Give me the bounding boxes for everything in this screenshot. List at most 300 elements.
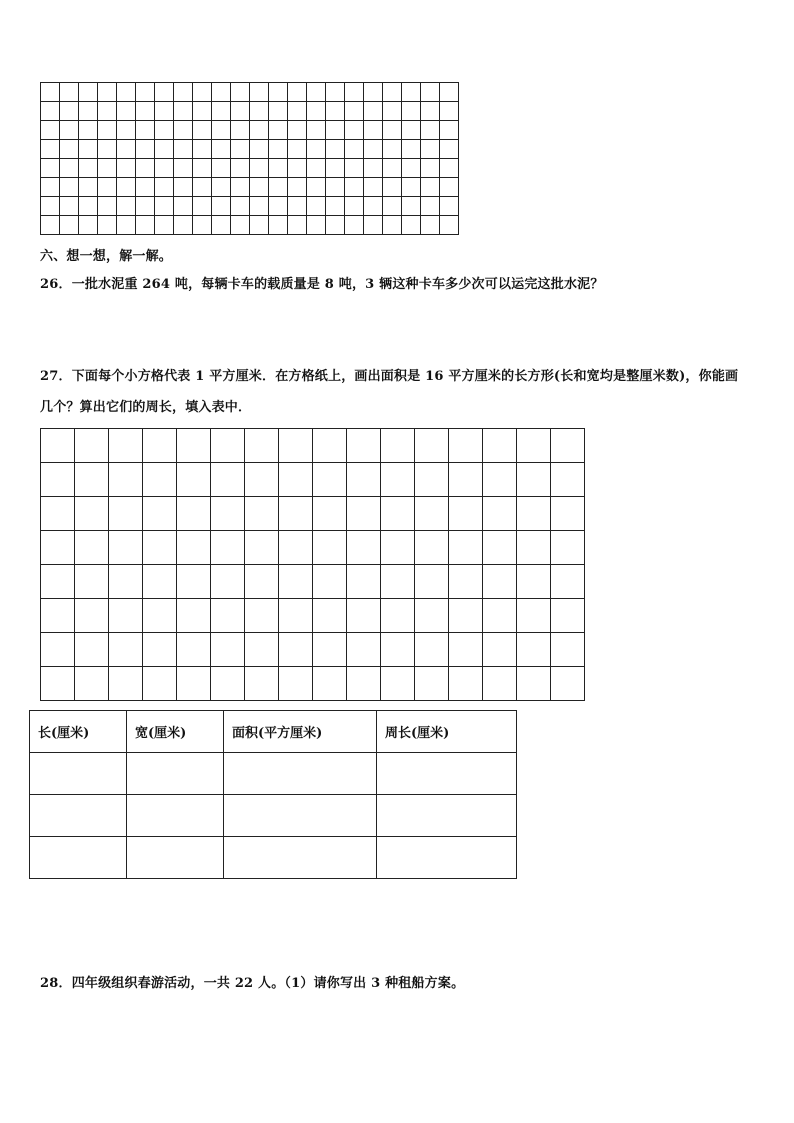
grid-cell [364, 102, 383, 121]
grid-cell [109, 497, 143, 531]
grid-row [41, 463, 585, 497]
grid-cell [117, 197, 136, 216]
grid-cell [155, 197, 174, 216]
grid-row [41, 140, 459, 159]
grid-cell [347, 531, 381, 565]
length-cell[interactable] [30, 837, 127, 879]
grid-cell [109, 599, 143, 633]
question-27-line-1: 27．下面每个小方格代表 1 平方厘米．在方格纸上，画出面积是 16 平方厘米的长方形(长和宽均是整厘米数)，你能画 [40, 369, 739, 384]
grid-cell [41, 599, 75, 633]
grid-cell [269, 102, 288, 121]
grid-cell [326, 178, 345, 197]
grid-cell [288, 216, 307, 235]
grid-row [41, 178, 459, 197]
grid-cell [381, 531, 415, 565]
grid-row [41, 102, 459, 121]
grid-cell [440, 216, 459, 235]
grid-cell [177, 497, 211, 531]
grid-cell [177, 565, 211, 599]
grid-cell [109, 565, 143, 599]
grid-cell [41, 497, 75, 531]
grid-cell [231, 197, 250, 216]
grid-cell [79, 197, 98, 216]
grid-cell [326, 121, 345, 140]
grid-row [41, 197, 459, 216]
grid-cell [212, 121, 231, 140]
grid-cell [136, 159, 155, 178]
grid-cell [313, 429, 347, 463]
grid-cell [551, 633, 585, 667]
grid-cell [250, 121, 269, 140]
grid-cell [117, 121, 136, 140]
grid-cell [212, 178, 231, 197]
grid-cell [402, 216, 421, 235]
grid-cell [155, 140, 174, 159]
length-cell[interactable] [30, 795, 127, 837]
grid-cell [551, 429, 585, 463]
grid-row [41, 83, 459, 102]
grid-cell [41, 463, 75, 497]
grid-cell [364, 140, 383, 159]
grid-cell [79, 159, 98, 178]
width-cell[interactable] [127, 753, 224, 795]
grid-cell [250, 197, 269, 216]
grid-cell [517, 497, 551, 531]
grid-cell [449, 565, 483, 599]
grid-cell [177, 429, 211, 463]
grid-paper-question-27[interactable] [40, 428, 585, 701]
grid-cell [211, 599, 245, 633]
grid-cell [347, 599, 381, 633]
grid-cell [60, 102, 79, 121]
grid-cell [177, 633, 211, 667]
grid-cell [345, 83, 364, 102]
grid-cell [551, 463, 585, 497]
grid-cell [345, 197, 364, 216]
grid-cell [440, 197, 459, 216]
grid-cell [483, 599, 517, 633]
grid-cell [41, 633, 75, 667]
grid-row [41, 121, 459, 140]
grid-cell [136, 121, 155, 140]
grid-cell [383, 197, 402, 216]
grid-cell [75, 667, 109, 701]
grid-cell [117, 216, 136, 235]
grid-row [41, 429, 585, 463]
grid-cell [449, 667, 483, 701]
area-cell[interactable] [224, 795, 377, 837]
grid-cell [41, 178, 60, 197]
grid-cell [313, 531, 347, 565]
grid-cell [483, 497, 517, 531]
grid-cell [307, 159, 326, 178]
grid-cell [440, 159, 459, 178]
grid-cell [177, 531, 211, 565]
grid-cell [250, 102, 269, 121]
grid-cell [41, 216, 60, 235]
grid-cell [211, 633, 245, 667]
grid-cell [402, 159, 421, 178]
grid-cell [41, 121, 60, 140]
grid-cell [313, 667, 347, 701]
grid-row [41, 599, 585, 633]
grid-cell [109, 531, 143, 565]
grid-cell [347, 429, 381, 463]
grid-cell [347, 667, 381, 701]
grid-cell [75, 531, 109, 565]
grid-cell [98, 159, 117, 178]
grid-cell [136, 216, 155, 235]
grid-cell [551, 531, 585, 565]
grid-cell [313, 497, 347, 531]
header-area: 面积(平方厘米) [224, 711, 377, 753]
grid-cell [415, 531, 449, 565]
grid-cell [517, 463, 551, 497]
grid-cell [174, 102, 193, 121]
grid-cell [231, 159, 250, 178]
grid-cell [307, 216, 326, 235]
grid-cell [193, 216, 212, 235]
area-cell[interactable] [224, 753, 377, 795]
grid-cell [449, 497, 483, 531]
grid-cell [60, 83, 79, 102]
grid-cell [517, 531, 551, 565]
grid-cell [193, 178, 212, 197]
perimeter-cell[interactable] [377, 837, 517, 879]
grid-cell [143, 463, 177, 497]
grid-cell [307, 197, 326, 216]
perimeter-cell[interactable] [377, 795, 517, 837]
grid-cell [383, 102, 402, 121]
grid-cell [174, 178, 193, 197]
grid-cell [415, 599, 449, 633]
answer-table [29, 710, 517, 879]
grid-cell [143, 667, 177, 701]
grid-cell [440, 121, 459, 140]
grid-cell [383, 216, 402, 235]
grid-cell [117, 140, 136, 159]
grid-cell [415, 667, 449, 701]
grid-cell [402, 178, 421, 197]
grid-cell [250, 140, 269, 159]
grid-cell [155, 102, 174, 121]
question-28: 28．四年级组织春游活动，一共 22 人。（1）请你写出 3 种租船方案。 [40, 976, 465, 991]
grid-cell [383, 178, 402, 197]
grid-cell [449, 633, 483, 667]
grid-cell [212, 197, 231, 216]
grid-row [41, 565, 585, 599]
grid-cell [381, 667, 415, 701]
grid-cell [245, 463, 279, 497]
grid-paper-top [40, 82, 459, 235]
grid-cell [41, 159, 60, 178]
grid-cell [143, 599, 177, 633]
grid-cell [483, 565, 517, 599]
grid-cell [269, 121, 288, 140]
grid-cell [193, 83, 212, 102]
grid-cell [551, 599, 585, 633]
grid-cell [212, 140, 231, 159]
grid-cell [231, 83, 250, 102]
question-26: 26．一批水泥重 264 吨，每辆卡车的载质量是 8 吨，3 辆这种卡车多少次可以运完这批水泥？ [40, 277, 604, 292]
grid-row [41, 159, 459, 178]
grid-cell [313, 463, 347, 497]
grid-cell [279, 531, 313, 565]
grid-cell [313, 599, 347, 633]
grid-cell [136, 178, 155, 197]
grid-cell [279, 599, 313, 633]
grid-cell [345, 121, 364, 140]
grid-cell [211, 429, 245, 463]
grid-cell [364, 121, 383, 140]
grid-cell [364, 83, 383, 102]
grid-cell [75, 633, 109, 667]
grid-cell [155, 178, 174, 197]
grid-cell [288, 159, 307, 178]
grid-cell [449, 463, 483, 497]
grid-cell [383, 83, 402, 102]
grid-cell [326, 140, 345, 159]
grid-cell [307, 140, 326, 159]
grid-cell [345, 178, 364, 197]
grid-cell [288, 178, 307, 197]
grid-cell [41, 197, 60, 216]
grid-cell [415, 633, 449, 667]
grid-cell [117, 102, 136, 121]
grid-cell [288, 197, 307, 216]
grid-cell [60, 140, 79, 159]
grid-cell [136, 102, 155, 121]
grid-cell [212, 159, 231, 178]
header-perimeter: 周长(厘米) [377, 711, 517, 753]
grid-cell [193, 197, 212, 216]
grid-cell [313, 565, 347, 599]
grid-cell [551, 565, 585, 599]
grid-cell [279, 429, 313, 463]
answer-row [30, 837, 517, 879]
grid-cell [174, 197, 193, 216]
grid-cell [211, 463, 245, 497]
grid-cell [421, 121, 440, 140]
grid-cell [288, 121, 307, 140]
grid-cell [326, 102, 345, 121]
grid-cell [174, 216, 193, 235]
grid-cell [245, 429, 279, 463]
grid-cell [415, 463, 449, 497]
grid-cell [245, 633, 279, 667]
question-27-line-2: 几个？算出它们的周长，填入表中． [40, 400, 252, 415]
grid-cell [421, 102, 440, 121]
grid-cell [347, 497, 381, 531]
grid-cell [98, 102, 117, 121]
grid-cell [109, 463, 143, 497]
grid-cell [307, 178, 326, 197]
grid-cell [98, 197, 117, 216]
grid-cell [231, 102, 250, 121]
grid-cell [60, 121, 79, 140]
grid-cell [177, 463, 211, 497]
grid-cell [440, 140, 459, 159]
grid-cell [250, 159, 269, 178]
grid-cell [211, 531, 245, 565]
grid-cell [364, 216, 383, 235]
grid-cell [449, 531, 483, 565]
grid-cell [245, 497, 279, 531]
grid-cell [245, 531, 279, 565]
grid-cell [98, 178, 117, 197]
grid-cell [421, 83, 440, 102]
grid-cell [109, 667, 143, 701]
grid-cell [326, 83, 345, 102]
grid-cell [41, 140, 60, 159]
grid-cell [381, 497, 415, 531]
grid-cell [517, 565, 551, 599]
answer-row [30, 753, 517, 795]
grid-cell [143, 565, 177, 599]
grid-cell [421, 140, 440, 159]
grid-cell [483, 531, 517, 565]
grid-cell [177, 667, 211, 701]
grid-cell [79, 102, 98, 121]
grid-cell [155, 216, 174, 235]
grid-cell [75, 497, 109, 531]
grid-cell [41, 531, 75, 565]
grid-cell [307, 83, 326, 102]
grid-cell [136, 140, 155, 159]
grid-row [41, 633, 585, 667]
grid-row [41, 531, 585, 565]
grid-cell [245, 599, 279, 633]
grid-cell [60, 216, 79, 235]
grid-cell [193, 140, 212, 159]
width-cell[interactable] [127, 795, 224, 837]
area-cell[interactable] [224, 837, 377, 879]
grid-cell [269, 140, 288, 159]
grid-cell [155, 159, 174, 178]
grid-cell [279, 565, 313, 599]
grid-cell [250, 216, 269, 235]
grid-cell [117, 83, 136, 102]
grid-cell [449, 429, 483, 463]
grid-cell [326, 159, 345, 178]
header-width: 宽(厘米) [127, 711, 224, 753]
grid-cell [79, 216, 98, 235]
grid-cell [269, 216, 288, 235]
grid-cell [109, 429, 143, 463]
grid-cell [421, 197, 440, 216]
grid-cell [345, 140, 364, 159]
grid-cell [364, 159, 383, 178]
grid-cell [288, 83, 307, 102]
grid-cell [517, 599, 551, 633]
grid-cell [269, 197, 288, 216]
perimeter-cell[interactable] [377, 753, 517, 795]
grid-cell [75, 463, 109, 497]
grid-cell [288, 102, 307, 121]
grid-cell [402, 102, 421, 121]
grid-cell [250, 178, 269, 197]
grid-row [41, 216, 459, 235]
length-cell[interactable] [30, 753, 127, 795]
grid-cell [383, 159, 402, 178]
grid-cell [288, 140, 307, 159]
answer-row [30, 795, 517, 837]
grid-cell [193, 102, 212, 121]
grid-row [41, 497, 585, 531]
grid-cell [440, 178, 459, 197]
grid-cell [143, 633, 177, 667]
grid-cell [421, 159, 440, 178]
grid-cell [440, 83, 459, 102]
grid-cell [347, 565, 381, 599]
grid-cell [402, 140, 421, 159]
grid-cell [483, 667, 517, 701]
grid-cell [250, 83, 269, 102]
grid-cell [117, 178, 136, 197]
grid-cell [402, 83, 421, 102]
grid-cell [245, 565, 279, 599]
grid-cell [41, 83, 60, 102]
grid-cell [98, 83, 117, 102]
width-cell[interactable] [127, 837, 224, 879]
grid-cell [279, 667, 313, 701]
grid-cell [383, 121, 402, 140]
grid-cell [143, 531, 177, 565]
grid-cell [143, 497, 177, 531]
grid-cell [117, 159, 136, 178]
section-heading: 六、想一想，解一解。 [40, 249, 173, 264]
grid-cell [212, 216, 231, 235]
grid-cell [269, 83, 288, 102]
grid-cell [136, 83, 155, 102]
grid-cell [383, 140, 402, 159]
grid-cell [211, 667, 245, 701]
grid-cell [231, 178, 250, 197]
grid-cell [231, 216, 250, 235]
grid-cell [60, 159, 79, 178]
grid-cell [307, 121, 326, 140]
grid-cell [41, 102, 60, 121]
grid-cell [345, 159, 364, 178]
grid-cell [402, 197, 421, 216]
grid-cell [98, 216, 117, 235]
grid-cell [177, 599, 211, 633]
grid-cell [415, 497, 449, 531]
grid-cell [551, 667, 585, 701]
grid-cell [79, 83, 98, 102]
grid-cell [551, 497, 585, 531]
grid-cell [75, 599, 109, 633]
grid-cell [347, 463, 381, 497]
grid-cell [79, 178, 98, 197]
grid-cell [75, 429, 109, 463]
grid-cell [517, 429, 551, 463]
grid-cell [212, 83, 231, 102]
grid-cell [193, 159, 212, 178]
grid-row [41, 667, 585, 701]
grid-cell [279, 633, 313, 667]
grid-cell [449, 599, 483, 633]
grid-cell [269, 159, 288, 178]
grid-cell [483, 463, 517, 497]
grid-cell [345, 216, 364, 235]
grid-cell [211, 497, 245, 531]
grid-cell [211, 565, 245, 599]
grid-cell [269, 178, 288, 197]
grid-cell [345, 102, 364, 121]
grid-cell [75, 565, 109, 599]
grid-cell [517, 667, 551, 701]
